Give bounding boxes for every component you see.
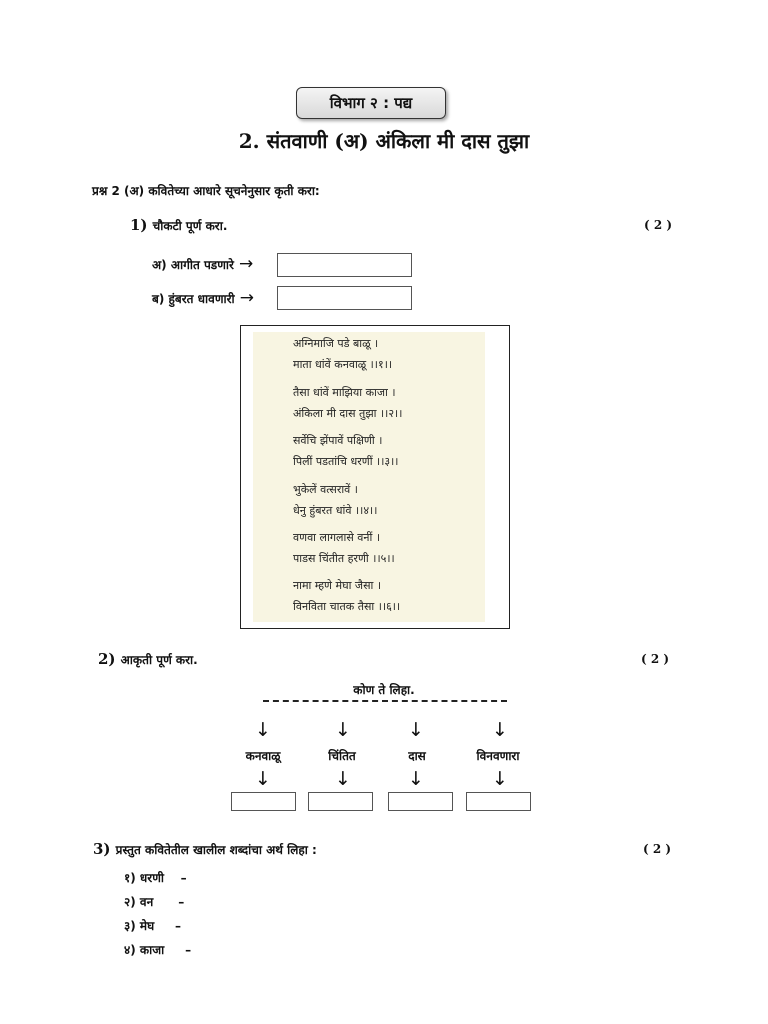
poem-stanza [293, 382, 402, 424]
q1-header [130, 215, 227, 234]
poem-line: अंकिला मी दास तुझा ।।२।। [293, 407, 403, 420]
down-arrow-icon: ↓ [492, 719, 508, 741]
q3-item: १) धरणी – [124, 871, 187, 885]
q1-row-b [152, 288, 254, 308]
q1-number: 1) [130, 216, 148, 234]
down-arrow-icon: ↓ [408, 768, 424, 790]
q2-answer-box[interactable] [308, 792, 373, 811]
poem-line: अग्निमाजि पडे बाळू । [293, 337, 379, 350]
q1-instruction: चौकटी पूर्ण करा. [152, 219, 228, 233]
poem-stanza [293, 479, 377, 521]
poem-line: वणवा लागलासे वनीं । [293, 531, 381, 544]
poem-line: धेनु हुंबरत धांवे ।।४।। [293, 504, 378, 517]
q1-row-b-label: ब) हुंबरत धावणारी [152, 292, 235, 306]
down-arrow-icon: ↓ [335, 719, 351, 741]
q1-row-a [152, 254, 253, 274]
right-arrow-icon: → [239, 254, 254, 274]
poem-line: पिलीं पडतांचि धरणीं ।।३।। [293, 455, 399, 468]
poem-line: विनविता चातक तैसा ।।६।। [293, 600, 401, 613]
poem-line: सर्वेचि झेंपावें पक्षिणी । [293, 434, 383, 447]
q2-answer-box[interactable] [466, 792, 531, 811]
q3-header [93, 839, 317, 858]
q2-instruction: आकृती पूर्ण करा. [120, 653, 198, 667]
q2-answer-box[interactable] [388, 792, 453, 811]
down-arrow-icon: ↓ [255, 768, 271, 790]
poem-stanza [293, 333, 392, 375]
poem-box [240, 325, 510, 629]
q2-word: चिंतित [328, 749, 356, 763]
section-tag: विभाग २ : पद्य [296, 87, 446, 119]
down-arrow-icon: ↓ [335, 768, 351, 790]
q1-answer-box-a[interactable] [277, 253, 412, 277]
poem-line: पाडस चिंतीत हरणी ।।५।। [293, 552, 395, 565]
dashed-divider [263, 700, 507, 702]
poem-stanza [293, 527, 395, 569]
q1-answer-box-b[interactable] [277, 286, 412, 310]
q2-number: 2) [98, 650, 116, 668]
down-arrow-icon: ↓ [492, 768, 508, 790]
poem-line: तैसा धांवें माझिया काजा । [293, 386, 396, 399]
q3-marks: ( 2 ) [643, 842, 672, 856]
poem-stanza [293, 430, 398, 472]
q2-word: दास [408, 749, 426, 763]
down-arrow-icon: ↓ [408, 719, 424, 741]
poem-stanza [293, 575, 400, 617]
q3-item: ३) मेघ – [124, 919, 182, 933]
q3-item: २) वन – [124, 895, 185, 909]
poem-line: नामा म्हणे मेघा जैसा । [293, 579, 382, 592]
poem-line: भुकेलें वत्सरावें । [293, 483, 358, 496]
poem-line: माता धांवें कनवाळू ।।१।। [293, 358, 393, 371]
right-arrow-icon: → [239, 288, 254, 308]
q1-marks: ( 2 ) [644, 218, 673, 232]
lesson-title: 2. संतवाणी (अ) अंकिला मी दास तुझा [238, 129, 530, 153]
down-arrow-icon: ↓ [255, 719, 271, 741]
q1-row-a-label: अ) आगीत पडणारे [152, 258, 234, 272]
q2-center-label: कोण ते लिहा. [353, 683, 415, 697]
q2-marks: ( 2 ) [641, 652, 670, 666]
question-heading: प्रश्न 2 (अ) कवितेच्या आधारे सूचनेनुसार कृती करा: [92, 184, 320, 198]
q2-answer-box[interactable] [231, 792, 296, 811]
q3-instruction: प्रस्तुत कवितेतील खालील शब्दांचा अर्थ लिहा : [115, 843, 317, 857]
q2-word: विनवणारा [476, 749, 520, 763]
q2-word: कनवाळू [245, 749, 281, 763]
q2-header [98, 649, 198, 668]
q3-item: ४) काजा – [124, 943, 192, 957]
q3-number: 3) [93, 840, 111, 858]
